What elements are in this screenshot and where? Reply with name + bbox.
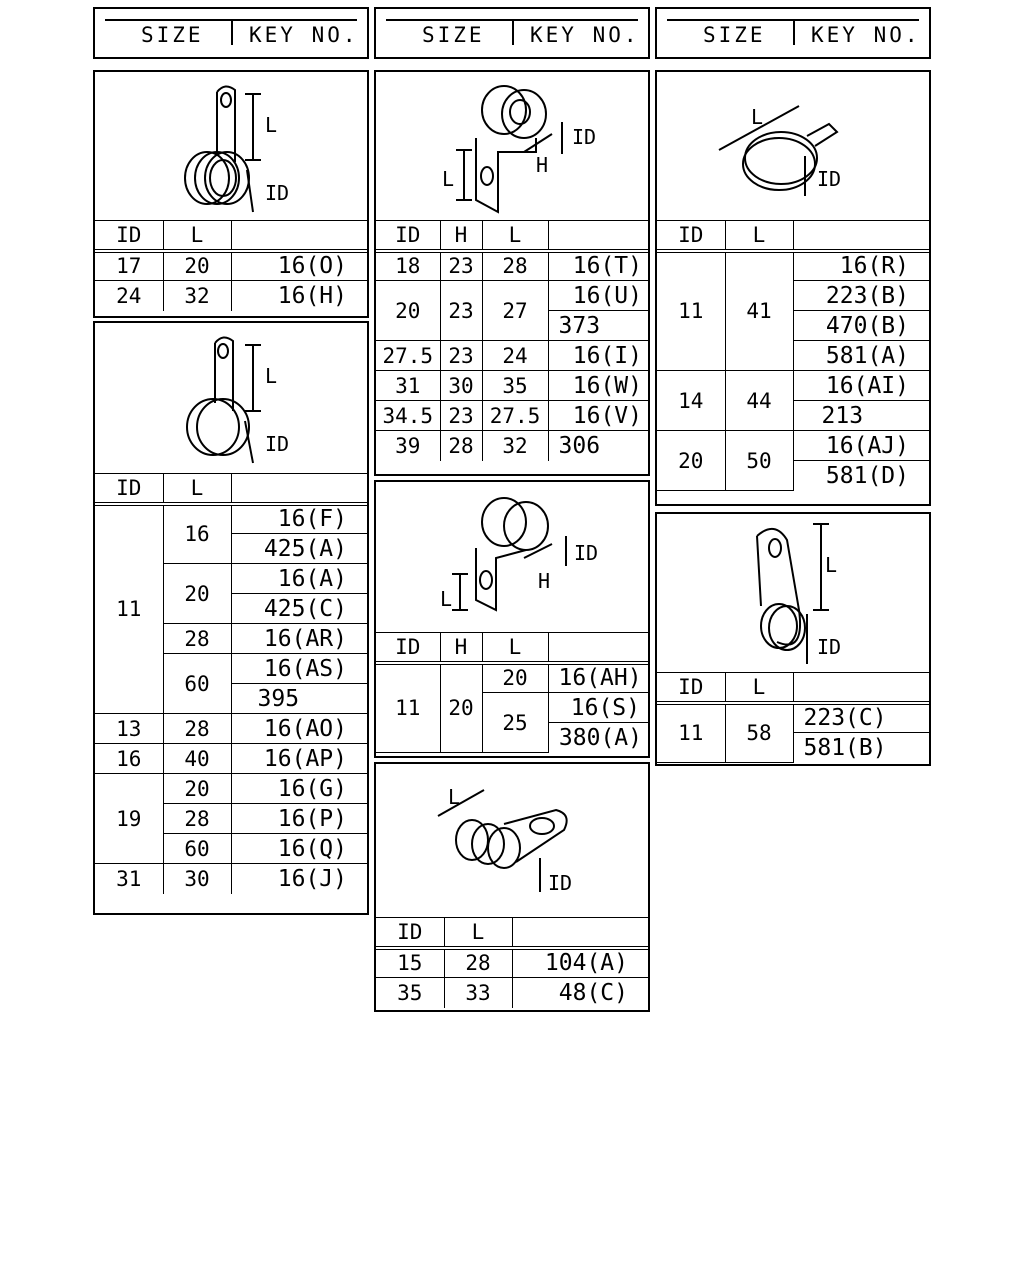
loop-clamp-drawing <box>95 323 367 473</box>
table-row: 17 20 16(O) <box>95 251 367 281</box>
saddle-clamp-drawing <box>376 482 648 632</box>
key-no-label: KEY NO. <box>249 23 359 47</box>
clamp-panel-5 <box>374 762 650 1012</box>
key-no-label: KEY NO. <box>811 23 921 47</box>
panel-2-table: ID L 11 16 16(F) 425(A) 20 16(A) 425(C) 28 16(AR) 60 16(AS) 395 13 28 16(AO) 16 40 16(AP) 19 20 16(G) 28 16(P) 60 16(Q) 31 30 16(J) <box>95 473 367 894</box>
table-row: 35 33 48(C) <box>376 978 648 1008</box>
cushion-clamp-drawing <box>376 764 648 916</box>
header-box-col1 <box>93 7 369 59</box>
dim-id-label: ID <box>265 432 290 456</box>
p-clamp-drawing <box>657 514 929 670</box>
clamp-panel-1 <box>93 70 369 318</box>
panel-4-table: ID H L 11 20 20 16(AH) 25 16(S) 380(A) <box>376 632 648 753</box>
dim-l-label: L <box>265 113 278 137</box>
dim-l-label: L <box>265 364 278 388</box>
dim-l-label: L <box>751 105 764 129</box>
header-box-col3 <box>655 7 931 59</box>
dim-l-label: L <box>442 167 455 191</box>
dim-l-label: L <box>448 785 461 809</box>
band-clamp-drawing <box>657 72 929 222</box>
panel-1-table: ID L 17 20 16(O) 24 32 16(H) <box>95 220 367 311</box>
header-box-col2 <box>374 7 650 59</box>
dim-id-label: ID <box>817 635 842 659</box>
panel-6-table: ID L 11 41 16(R) 223(B) 470(B) 581(A) 14 44 16(AI) 213 20 50 16(AJ) 581(D) <box>657 220 929 491</box>
dim-id-label: ID <box>265 181 290 205</box>
size-label: SIZE <box>422 23 485 47</box>
clamp-panel-4 <box>374 480 650 758</box>
clamp-panel-6 <box>655 70 931 506</box>
key-no-label: KEY NO. <box>530 23 640 47</box>
dim-id-label: ID <box>548 871 573 895</box>
clamp-panel-7 <box>655 512 931 766</box>
coil-clamp-drawing <box>95 72 367 222</box>
size-label: SIZE <box>703 23 766 47</box>
dim-id-label: ID <box>574 541 599 565</box>
table-row: 15 28 104(A) <box>376 948 648 978</box>
dim-id-label: ID <box>572 125 597 149</box>
saddle-clamp-drawing <box>376 72 648 222</box>
table-row: 24 32 16(H) <box>95 281 367 311</box>
size-label: SIZE <box>141 23 204 47</box>
dim-id-label: ID <box>817 167 842 191</box>
panel-3-table: ID H L 18 23 28 16(T) 20 23 27 16(U) 373 27.5 23 24 16(I) 31 30 35 16(W) 34.5 23 27.5 16(V) 39 28 32 306 <box>376 220 648 461</box>
dim-l-label: L <box>440 587 453 611</box>
dim-l-label: L <box>825 553 838 577</box>
panel-5-table: ID L 15 28 104(A) 35 33 48(C) <box>376 917 648 1008</box>
clamp-panel-2 <box>93 321 369 915</box>
dim-h-label: H <box>538 569 551 593</box>
clamp-panel-3 <box>374 70 650 476</box>
panel-7-table: ID L 11 58 223(C) 581(B) <box>657 672 929 763</box>
dim-h-label: H <box>536 153 549 177</box>
